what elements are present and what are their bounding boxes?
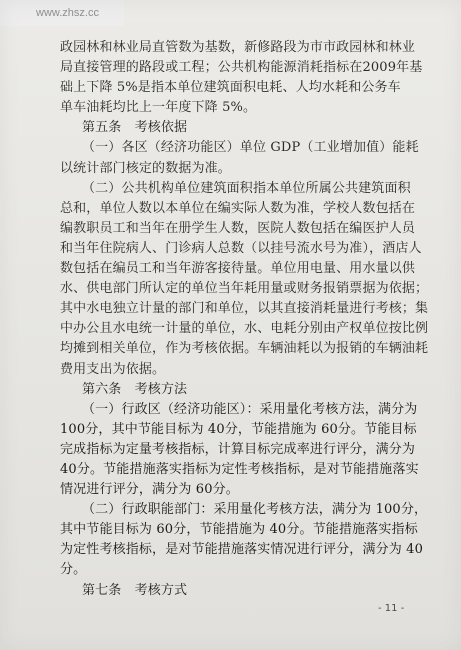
body-line-17: 费用支出为依据。	[60, 361, 166, 377]
page-number: - 11 -	[378, 603, 405, 614]
body-line-15: 中办公且水电统一计量的单位，水、电耗分别由产权单位按比例	[60, 321, 429, 337]
body-line-20: 100分，其中节能目标为 40分，节能措施为 60分。节能目标	[60, 421, 417, 437]
body-line-22: 40分。节能措施落实指标为定性考核指标，是对节能措施落实	[60, 461, 419, 477]
watermark-text: www.zhsz.cc	[0, 0, 124, 26]
body-line-13: 水、供电部门所认定的单位当年耗用量或财务报销票据为依据；	[60, 281, 429, 297]
document-body	[60, 38, 428, 601]
body-line-24: （二）行政职能部门：采用量化考核方法，满分为 100分，	[82, 502, 428, 518]
section-heading-article-7: 第七条 考核方式	[82, 582, 188, 598]
body-line-1: 政园林和林业局直管数为基数，新修路段为市市政园林和林业	[60, 40, 416, 55]
body-line-10: 编教职员工和当年在册学生人数，医院人数包括在编医护人员	[60, 220, 416, 236]
body-line-27: 分。	[60, 562, 87, 578]
body-line-3: 础上下降 5%是指本单位建筑面积电耗、人均水耗和公务车	[60, 80, 401, 96]
body-line-14: 其中水电独立计量的部门和单位，以其直接消耗量进行考核；集	[60, 301, 429, 317]
body-line-16: 均摊到相关单位，作为考核依据。车辆油耗以为报销的车辆油耗	[60, 341, 429, 357]
body-line-2: 局直接管理的路段或工程；公共机构能源消耗指标在2009年基	[60, 60, 423, 76]
body-line-11: 和当年住院病人、门诊病人总数（以挂号流水号为准），酒店人	[60, 240, 422, 256]
body-line-4: 单车油耗均比上一年度下降 5%。	[60, 100, 257, 116]
body-line-21: 完成指标为定量考核指标，计算目标完成率进行评分，满分为	[60, 441, 416, 457]
body-line-8: （二）公共机构单位建筑面积指本单位所属公共建筑面积	[82, 180, 411, 196]
body-line-7: 以统计部门核定的数据为准。	[60, 160, 231, 176]
body-line-23: 情况进行评分，满分为 60分。	[60, 482, 239, 498]
body-line-6: （一）各区（经济功能区）单位 GDP（工业增加值）能耗	[82, 140, 419, 156]
body-line-26: 为定性考核指标，是对节能措施落实情况进行评分，满分为 40	[60, 542, 424, 558]
section-heading-article-5: 第五条 考核依据	[82, 120, 188, 136]
body-line-25: 其中节能目标为 60分，节能措施为 40分。节能措施落实指标	[60, 522, 418, 538]
body-line-9: 总和，单位人数以本单位在编实际人数为准，学校人数包括在	[60, 200, 416, 216]
body-line-19: （一）行政区（经济功能区）：采用量化考核方法，满分为	[82, 401, 418, 417]
section-heading-article-6: 第六条 考核方法	[82, 381, 188, 397]
body-line-12: 数包括在编员工和当年游客接待量。单位用电量、用水量以供	[60, 261, 416, 277]
